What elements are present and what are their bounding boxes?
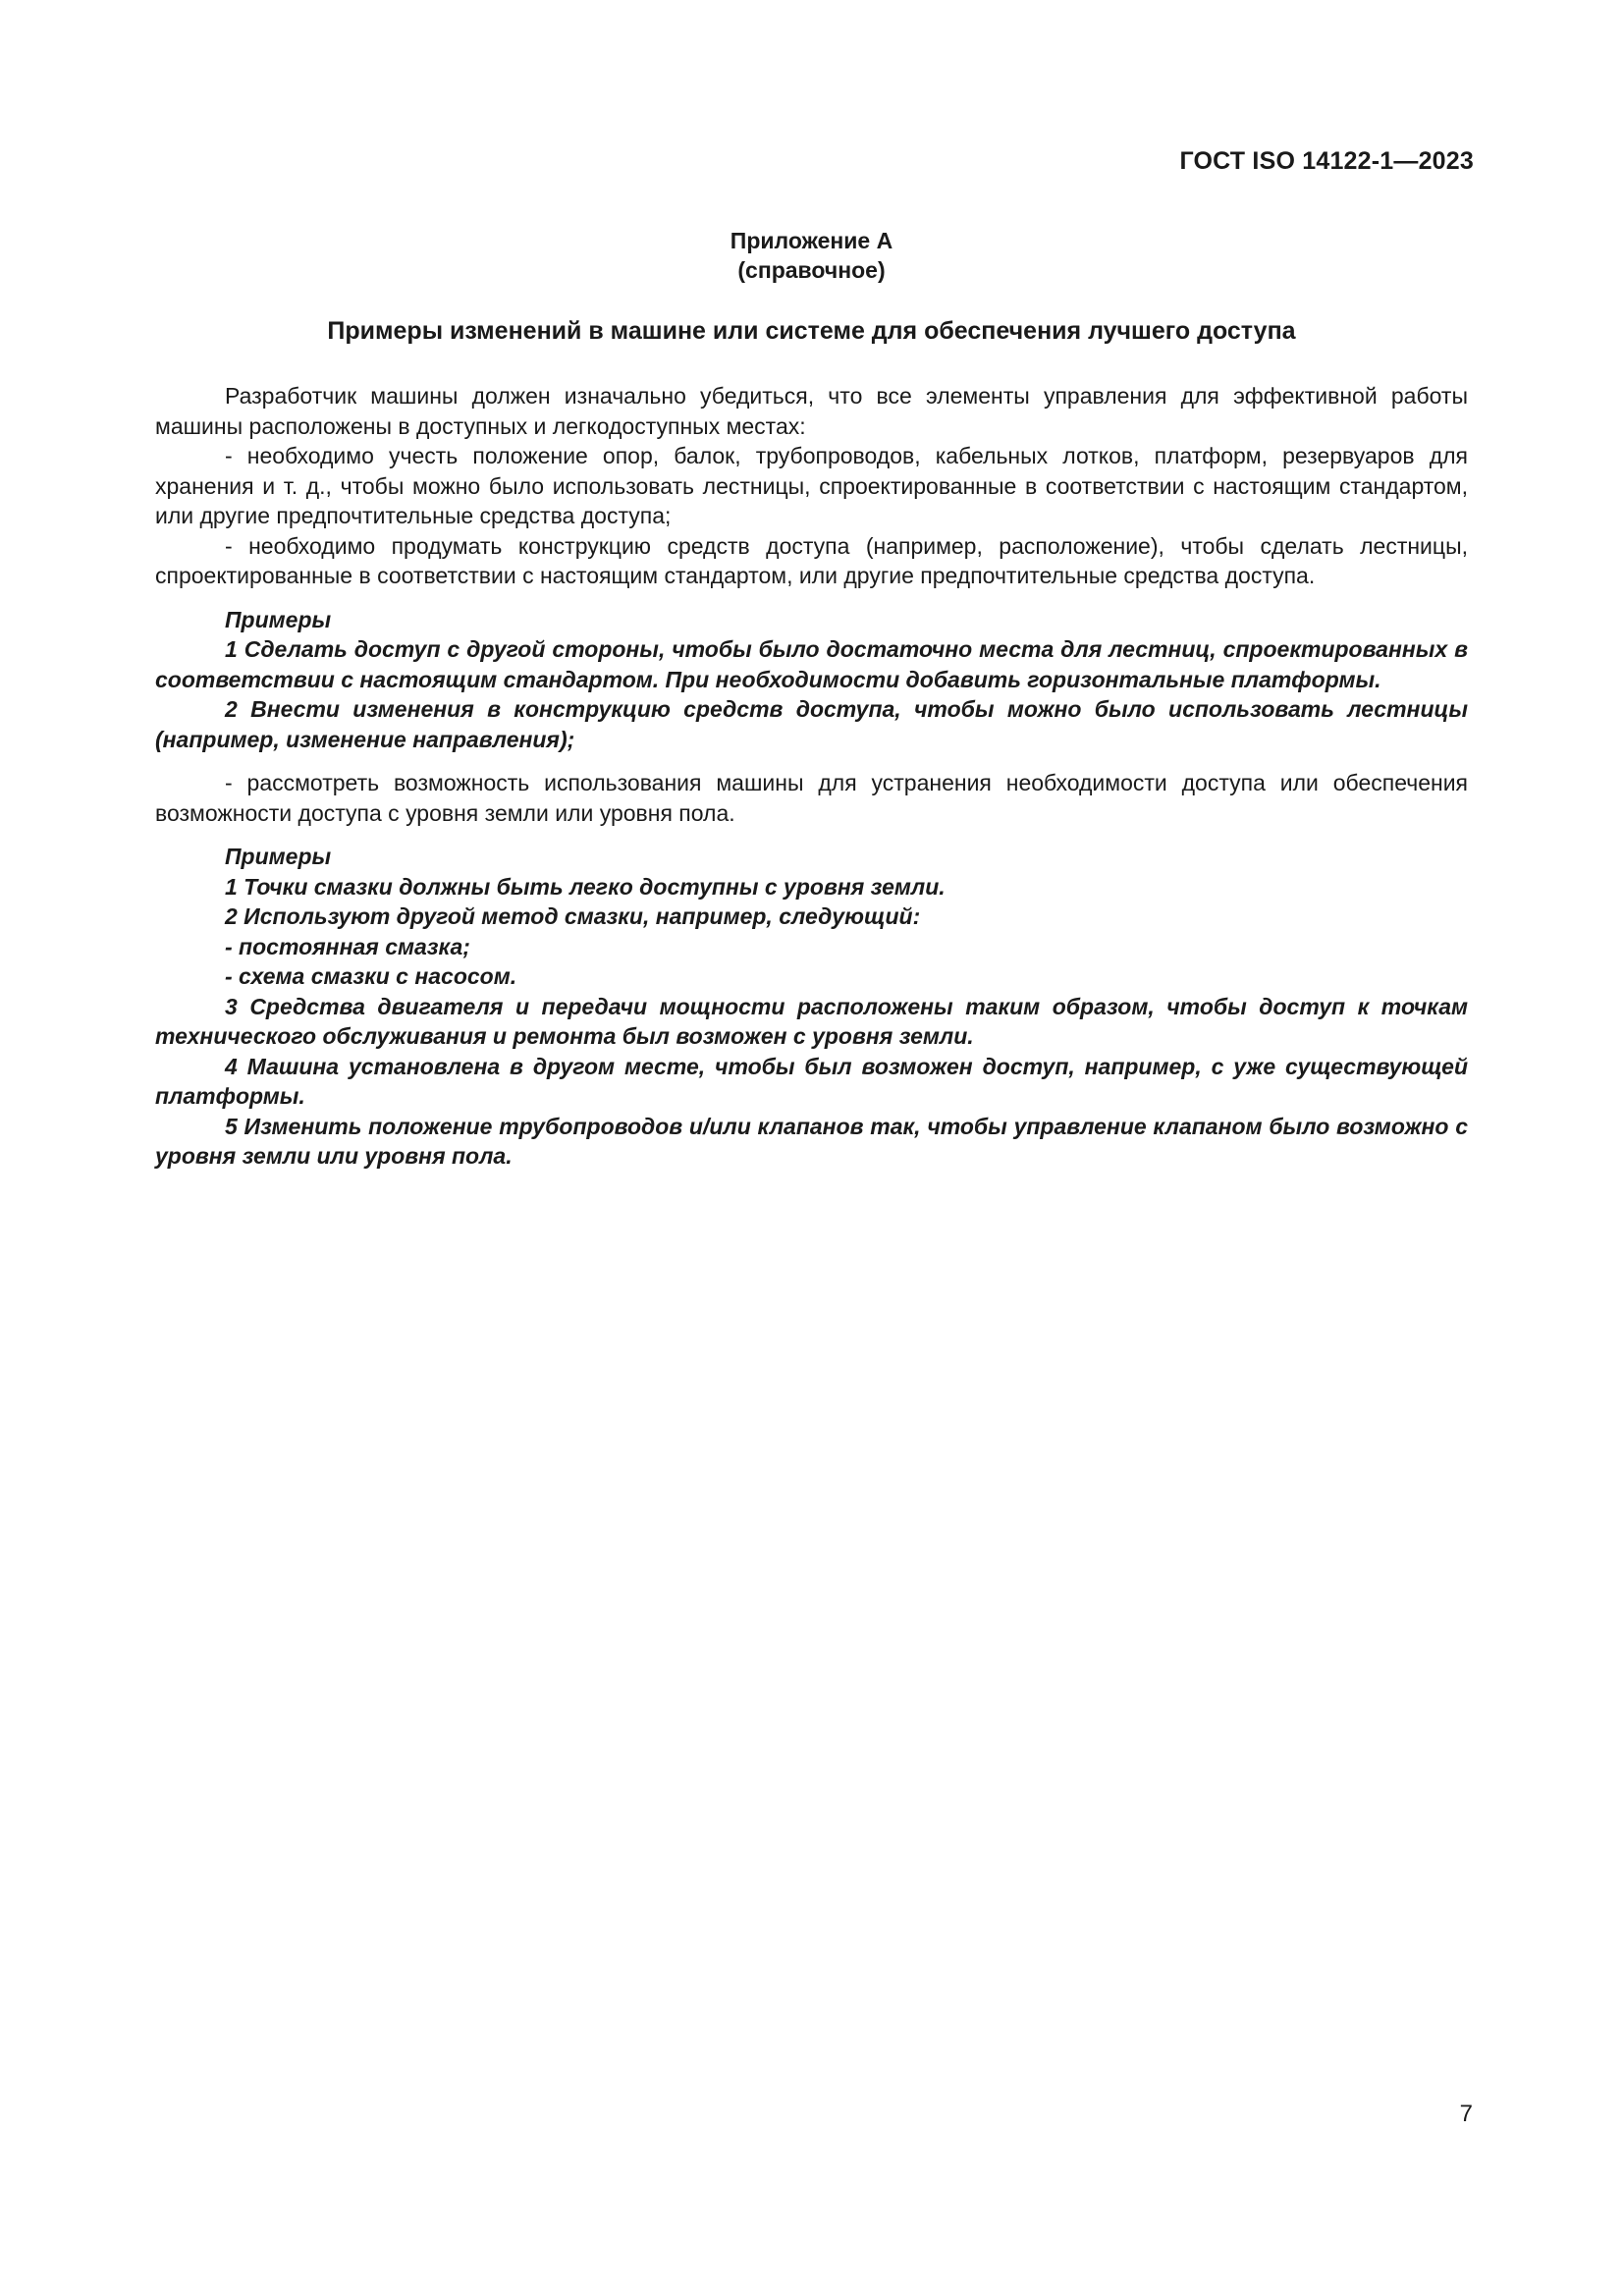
standard-designation: ГОСТ ISO 14122-1—2023 [1179,147,1474,175]
example-subitem: - постоянная смазка; [225,933,470,959]
page-number: 7 [1459,2101,1473,2127]
appendix-type: (справочное) [737,257,886,283]
intro-paragraph: Разработчик машины должен изначально убедиться, что все элементы управления для эффективной работы машины расположены в доступных и легкодоступных местах: [155,383,1468,439]
intro-list-item: - необходимо учесть положение опор, балок, трубопроводов, кабельных лотков, платформ, резервуаров для хранения и т. д., чтобы можно было использовать лестницы, спроектированные в соответствии с настоящим стандартом, или другие предпочтительные средства доступа; [155,443,1468,528]
intro-list-item: - необходимо продумать конструкцию средств доступа (например, расположение), чтобы сделать лестницы, спроектированные в соответствии с настоящим стандартом, или другие предпочтительные средства доступа. [155,532,1468,588]
appendix-label: Приложение А [730,228,893,253]
examples-heading: Примеры [225,606,332,632]
example-item: 2 Внести изменения в конструкцию средств доступа, чтобы можно было использовать лестницы (например, изменение направления); [155,696,1468,752]
example-item: 1 Точки смазки должны быть легко доступны с уровня земли. [225,873,946,900]
example-item: 4 Машина установлена в другом месте, чтобы был возможен доступ, например, с уже существующей платформы. [155,1053,1468,1109]
example-item: 2 Используют другой метод смазки, например, следующий: [225,903,921,929]
body-list-item: - рассмотреть возможность использования машины для устранения необходимости доступа или обеспечения возможности доступа с уровня земли или уровня пола. [155,770,1468,826]
document-body [155,381,1468,1172]
appendix-title: Примеры изменений в машине или системе для обеспечения лучшего доступа [327,317,1296,345]
example-item: 1 Сделать доступ с другой стороны, чтобы было достаточно места для лестниц, спроектированных в соответствии с настоящим стандартом. При необходимости добавить горизонтальные платформы. [155,636,1468,692]
example-item: 3 Средства двигателя и передачи мощности расположены таким образом, чтобы доступ к точкам технического обслуживания и ремонта был возможен с уровня земли. [155,993,1468,1049]
examples-heading: Примеры [225,844,332,869]
example-item: 5 Изменить положение трубопроводов и/или клапанов так, чтобы управление клапаном было возможно с уровня земли или уровня пола. [155,1113,1468,1169]
appendix-heading [0,226,1623,285]
example-subitem: - схема смазки с насосом. [225,963,517,989]
